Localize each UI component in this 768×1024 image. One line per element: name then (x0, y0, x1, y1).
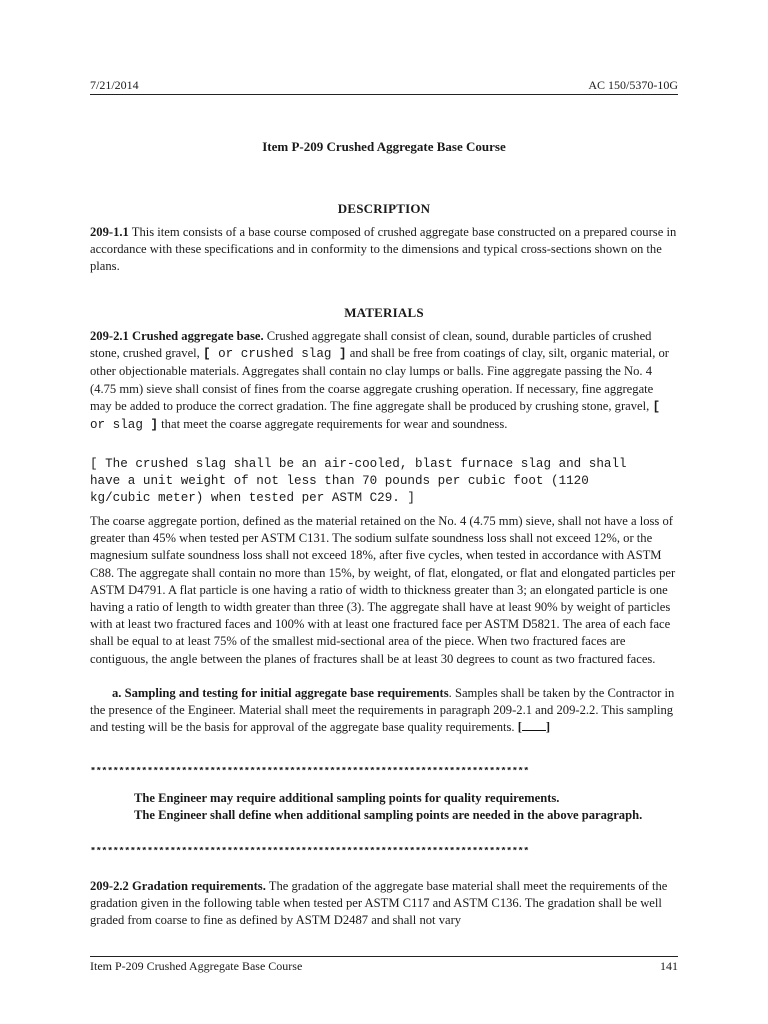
footer-item-title: Item P-209 Crushed Aggregate Base Course (90, 959, 303, 973)
bracket-close: ] (150, 418, 159, 433)
page-header (90, 78, 678, 95)
bracket-close: ] (339, 347, 347, 362)
section-heading-description: DESCRIPTION (337, 201, 431, 216)
section-heading-materials: MATERIALS (344, 305, 424, 320)
option-text: or slag (90, 418, 151, 433)
engineer-note-line: The Engineer shall define when additional sampling points are needed in the above paragraph. (134, 808, 643, 822)
header-doc-id: AC 150/5370-10G (588, 78, 678, 92)
crushed-slag-note: [ The crushed slag shall be an air-cooled, blast furnace slag and shall have a unit weight of not less than 70 pounds per cubic foot (1120 kg/cubic meter) when tested per ASTM C29. ] (90, 457, 627, 505)
separator-stars-top: ***************************************************************************** (90, 767, 529, 778)
bracket-close: ] (545, 720, 551, 735)
page-title: Item P-209 Crushed Aggregate Base Course (262, 139, 506, 154)
bracket-open: [ (517, 720, 522, 735)
paragraph-coarse-aggregate: The coarse aggregate portion, defined as the material retained on the No. 4 (4.75 mm) sieve, shall not have a loss of greater than 45% when tested per ASTM C131. The sodium sulfate soundness loss shall not exceed 12%, or the magnesium sulfate soundness loss shall not exceed 18%, after five cycles, when tested in accordance with ASTM C88. The aggregate shall contain no more than 15%, by weight, of flat, elongated, or flat and elongated particles per ASTM D4791. A flat particle is one having a ratio of width to thickness greater than 3; an elongated particle is one having a ratio of length to width greater than three (3). The aggregate shall have at least 90% by weight of particles with at least two fractured faces and 100% with at least one fractured face per ASTM D5821. The area of each face shall be equal to at least 75% of the smallest mid-sectional area of the piece. When two fractured faces are contiguous, the angle between the planes of fractures shall be at least 30 degrees to count as two fractured faces. (90, 514, 676, 666)
subsection-lead: a. Sampling and testing for initial aggregate base requirements (112, 686, 449, 700)
engineer-note (134, 790, 654, 824)
engineer-note-line: The Engineer may require additional sampling points for quality requirements. (134, 791, 560, 805)
separator-stars-bottom: ***************************************************************************** (90, 847, 529, 858)
paragraph-text: This item consists of a base course composed of crushed aggregate base constructed on a prepared course in accordance with these specifications and in conformity to the dimensions and typical cross-sections shown on the plans. (90, 225, 677, 274)
paragraph-209-1-1 (90, 224, 678, 276)
option-text: or crushed slag (210, 347, 340, 362)
paragraph-lead: 209-2.2 Gradation requirements. (90, 879, 266, 893)
paragraph-209-2-1: 209-2.1 Crushed aggregate base. Crushed aggregate shall consist of clean, sound, durable particles of crushed stone, crushed gravel, [ or crushed slag ] and shall be free from coatings of clay, silt, organic material, or other objectionable materials. Aggregates shall contain no clay lumps or balls. Fine aggregate passing the No. 4 (4.75 mm) sieve shall consist of fines from the coarse aggregate crushing operation. If necessary, fine aggregate may be added to produce the correct gradation. The fine aggregate shall be produced by crushing stone, gravel, [ or slag ] that meet the coarse aggregate requirements for wear and soundness. (90, 329, 670, 433)
paragraph-number: 209-1.1 (90, 225, 129, 239)
paragraph-209-2-2: 209-2.2 Gradation requirements. The gradation of the aggregate base material shall meet the requirements of the gradation given in the following table when tested per ASTM C117 and ASTM C136. The gradation shall be well graded from coarse to fine as defined by ASTM D2487 and shall not vary (90, 879, 668, 928)
fill-in-blank (522, 719, 546, 731)
paragraph-sampling-testing: a. Sampling and testing for initial aggregate base requirements. Samples shall be taken by the Contractor in the presence of the Engineer. Material shall meet the requirements in paragraph 209-2.1 and 209-2.2. This sampling and testing will be the basis for approval of the aggregate base quality requirements. [ ] (90, 686, 675, 735)
page-footer (90, 956, 678, 974)
footer-page-number: 141 (660, 959, 678, 973)
bracket-open: [ (652, 399, 660, 414)
bracket-open: [ (202, 347, 211, 362)
paragraph-lead: 209-2.1 Crushed aggregate base. (90, 329, 264, 343)
header-date: 7/21/2014 (90, 78, 139, 92)
